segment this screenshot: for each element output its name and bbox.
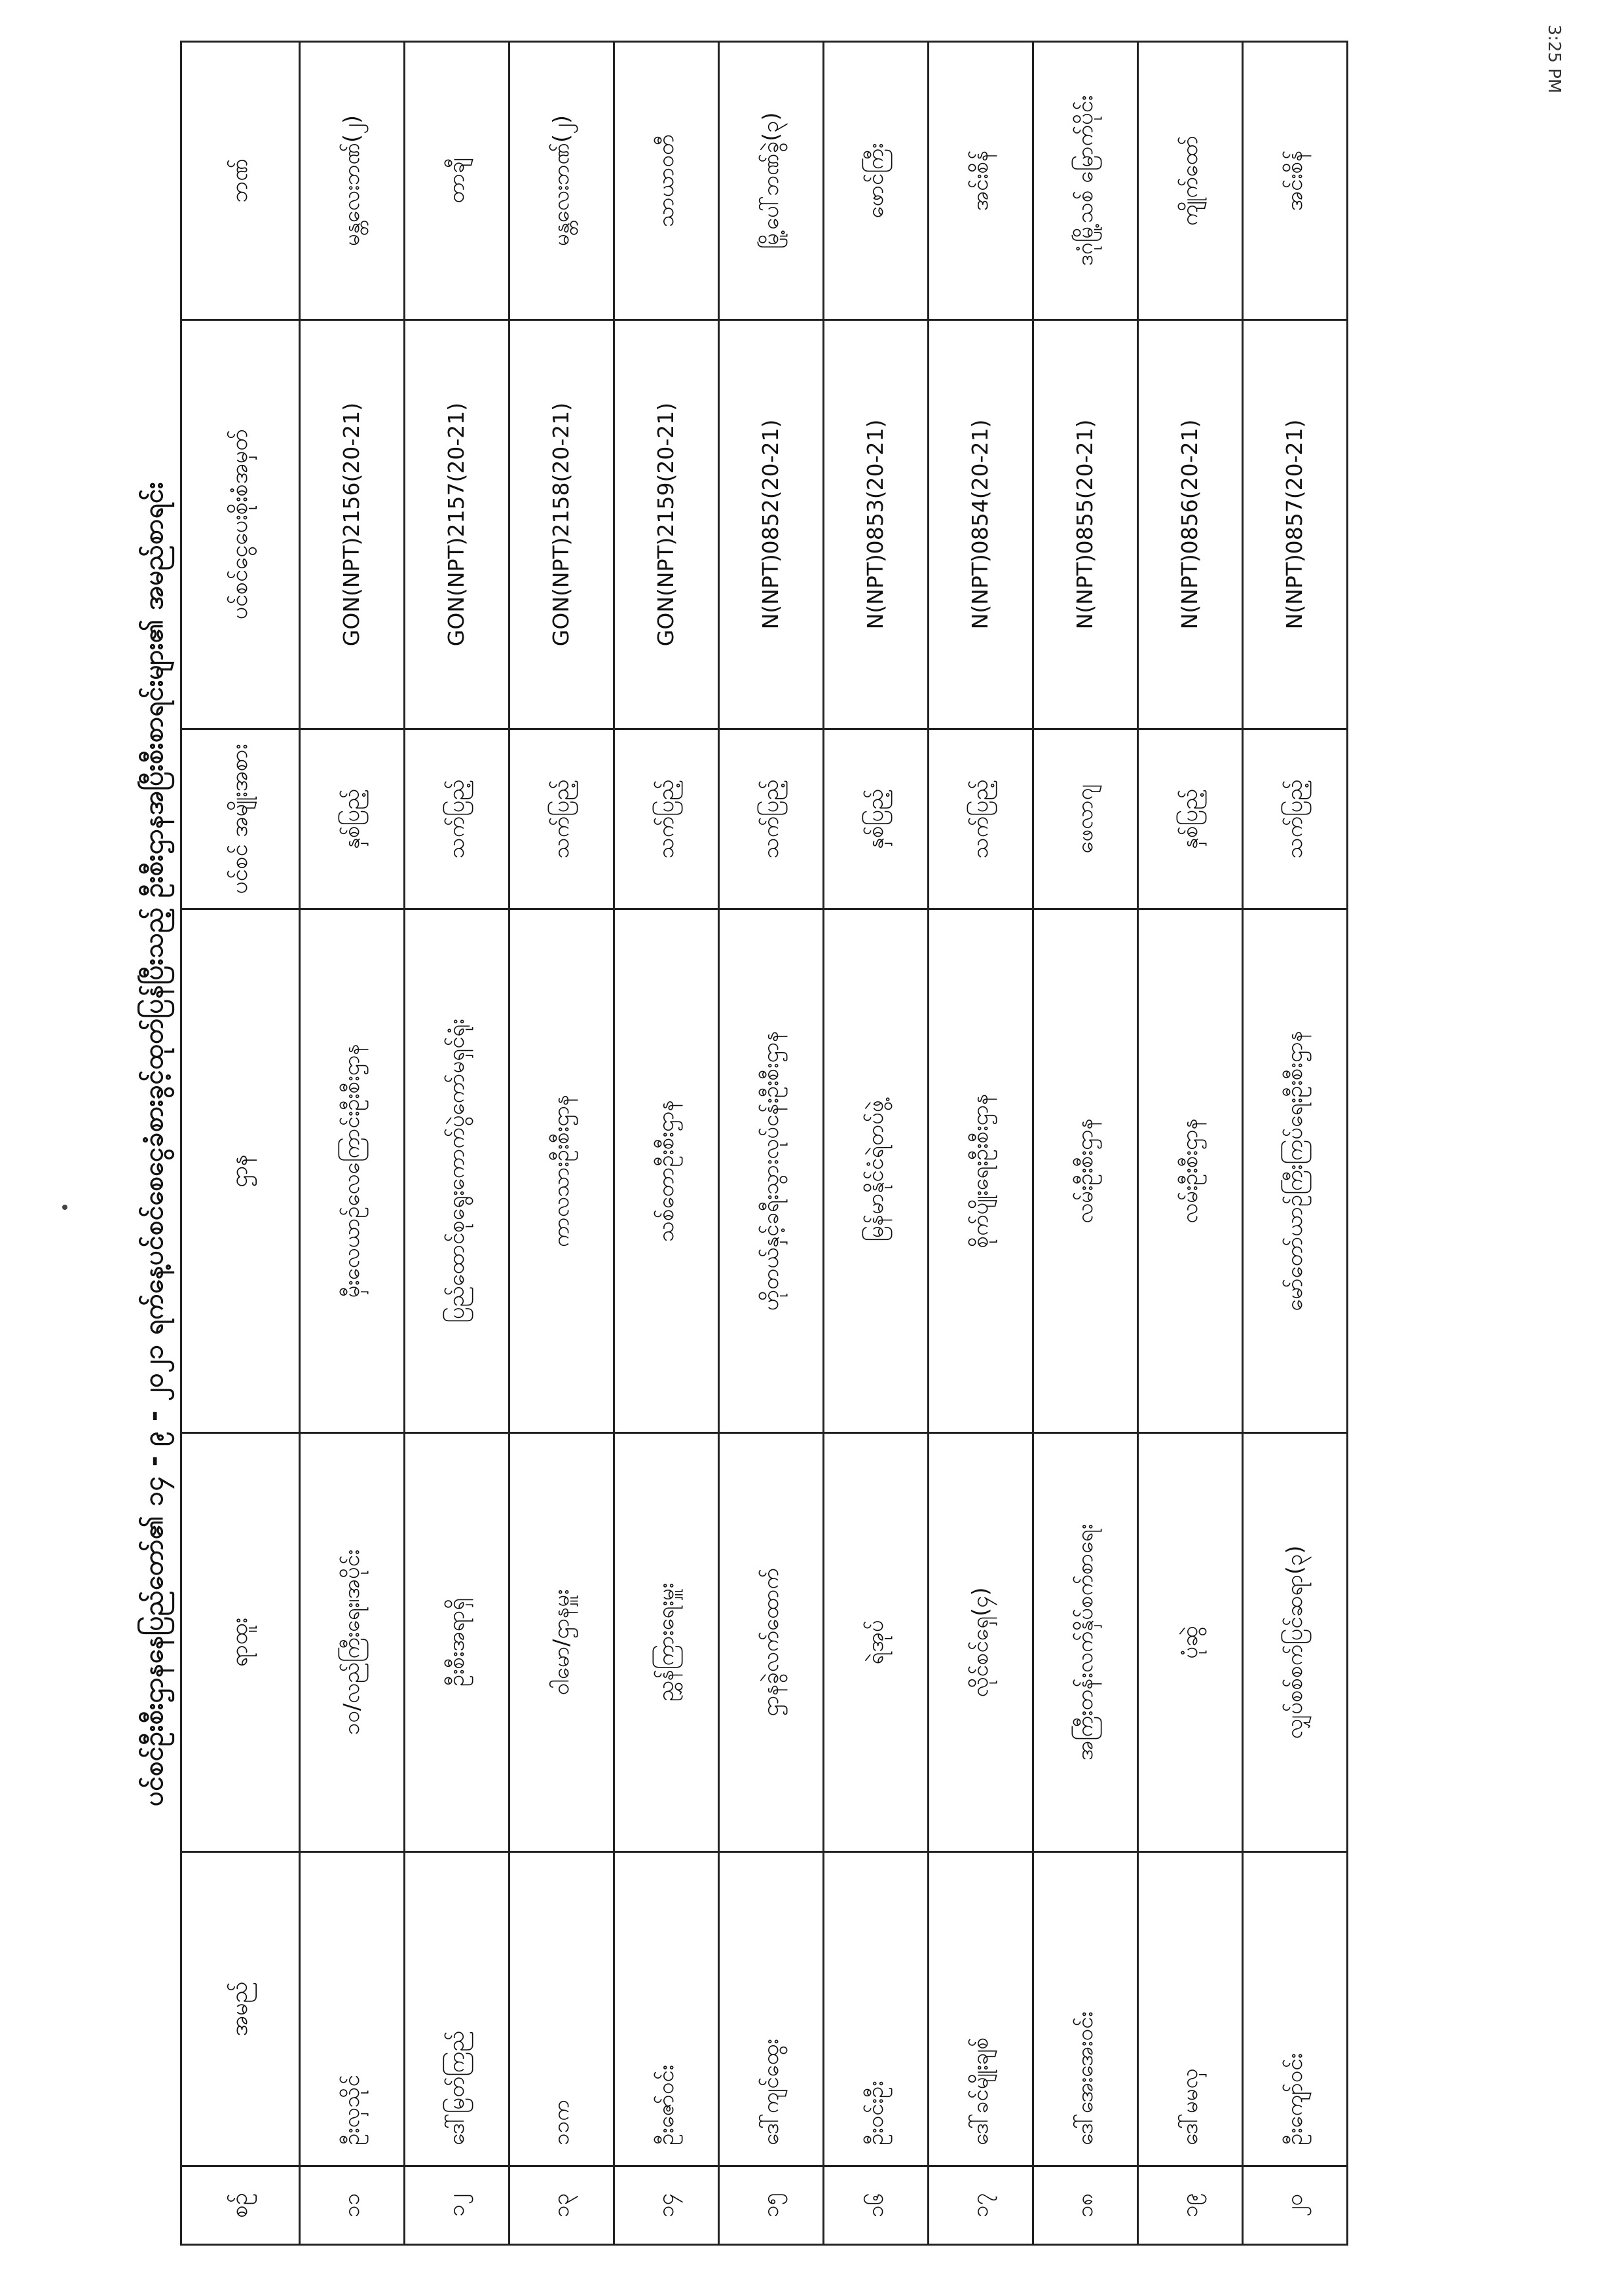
cell-township: ဒဂုံမြို့သစ် မြောက်ပိုင်း (1033, 42, 1138, 320)
cell-department: မြန်မာနိုင်ငံရဲတပ်ဖွဲ့ (824, 909, 929, 1433)
page-title: ပင်စင်ဦးစီးဌာနနေပြည်တော်၏ ၁၄ - ၉ - ၂၀၂၁ ရက်နေ့ပင်စင်စေငွေခံစားခွင့်ထုတ်ပြန်ပြီးသည့် ဦးစီးဌာနအပြီးစီးစာရင်းများ၏ အမည်စာရင်း (139, 482, 169, 1806)
cell-pension-type: သက်ပြည့် (1243, 729, 1348, 909)
table-row (405, 42, 509, 2245)
table-row (300, 42, 405, 2245)
table-row (509, 42, 614, 2245)
cell-name: ဒေါ်မြတ်ကြည် (405, 1852, 509, 2166)
pension-table (180, 41, 1348, 2246)
cell-department: မော်တော်ယာဉ်ကြီးကြပ်ရေးဦးစီးဌာန (1243, 909, 1348, 1433)
header-rank: ရာထူး (181, 1433, 300, 1852)
cell-township: ကျိုက်ထော် (1138, 42, 1243, 320)
cell-pension-type: သက်ပြည့် (719, 729, 824, 909)
rotated-page (131, 43, 1308, 2246)
header-pension-type: ပင်စင် အမျိုးအစား (181, 729, 300, 909)
cell-name: ဒေါ်မမလှ (1138, 1852, 1243, 2166)
cell-township: မန္တလေးဘဏ်(၂) (509, 42, 614, 320)
cell-pension-no: GON(NPT)2156(20-21) (300, 320, 405, 729)
cell-pension-no: N(NPT)0856(20-21) (1138, 320, 1243, 729)
cell-no: ၁၁ (300, 2166, 405, 2245)
cell-pension-type: သက်ပြည့် (405, 729, 509, 909)
cell-pension-type: နှစ်ပြည့် (824, 729, 929, 909)
cell-rank: ဦးစီးအရာရှိ (405, 1433, 509, 1852)
cell-department: သစ်တောဦးစီးဌာန (614, 909, 719, 1433)
cell-pension-type: သက်ပြည့် (614, 729, 719, 909)
cell-department: ကာလသားဦးစီးဌာန (509, 909, 614, 1433)
cell-pension-no: GON(NPT)2158(20-21) (509, 320, 614, 729)
cell-rank: ဝါမော/ဌာနမှူး (509, 1433, 614, 1852)
cell-name: ဒေါ်အေးအေးဝင်း (1033, 1852, 1138, 2166)
cell-no: ၁၃ (509, 2166, 614, 2245)
cell-pension-type: သက်ပြည့် (509, 729, 614, 909)
cell-no: ၁၉ (1138, 2166, 1243, 2245)
cell-rank: လျှပ်စစ်စက်ပြင်ဆရာ(၃) (1243, 1433, 1348, 1852)
cell-rank: ပုံဆွဲ (1138, 1433, 1243, 1852)
pension-list-sheet (131, 43, 1308, 2246)
table-row (1243, 42, 1348, 2245)
cell-pension-no: GON(NPT)2157(20-21) (405, 320, 509, 729)
header-township: ဘဏ် (181, 42, 300, 320)
cell-pension-no: N(NPT)0855(20-21) (1033, 320, 1138, 729)
cell-no: ၁၆ (824, 2166, 929, 2245)
table-row (1138, 42, 1243, 2245)
cell-township: မန္တလေးဘဏ်(၂) (300, 42, 405, 320)
table-row (719, 42, 824, 2245)
table-row (824, 42, 929, 2245)
header-no: စဉ် (181, 2166, 300, 2245)
header-name: အမည် (181, 1852, 300, 2166)
cell-township: ဖောင်ကြီး (824, 42, 929, 320)
cell-pension-no: N(NPT)0852(20-21) (719, 320, 824, 729)
cell-township: သာယာဝတီ (614, 42, 719, 320)
cell-pension-type: နှစ်ပြည့် (1138, 729, 1243, 909)
cell-rank: လိုင်စင်ရှေ(၄) (929, 1433, 1033, 1852)
cell-name: ၁၁က (509, 1852, 614, 2166)
table-row (1033, 42, 1138, 2245)
timestamp-text: 3:25 PM (1544, 24, 1564, 94)
scan-speck (62, 1205, 67, 1210)
cell-pension-no: N(NPT)0854(20-21) (929, 320, 1033, 729)
cell-department: လမ်းဦးစီးဌာန (1033, 909, 1138, 1433)
cell-no: ၁၈ (1033, 2166, 1138, 2245)
cell-rank: ညွှန်ကြားရေးမှူး (614, 1433, 719, 1852)
cell-rank: အကြီးတန်းလက်နှိပ်စက်စာရေး (1033, 1433, 1138, 1852)
cell-no: ၁၇ (929, 2166, 1033, 2245)
cell-rank: ရဲအုပ် (824, 1433, 929, 1852)
timestamp (1518, 26, 1590, 92)
cell-name: ဦးလှသိုင် (300, 1852, 405, 2166)
cell-name: ဒေါ်ခင်မျိုးချစ် (929, 1852, 1033, 2166)
table-row (614, 42, 719, 2245)
cell-pension-no: N(NPT)0853(20-21) (824, 320, 929, 729)
cell-department: စိုက်ပျိုးရေးဦးစီးဌာန (929, 909, 1033, 1433)
cell-name: ဦးဝင်းဦး (824, 1852, 929, 2166)
cell-pension-no: N(NPT)0857(20-21) (1243, 320, 1348, 729)
cell-name: ဒေါ်ကျင်ထွေး (719, 1852, 824, 2166)
cell-no: ၁၂ (405, 2166, 509, 2245)
cell-township: အင်းစိန် (929, 42, 1033, 320)
cell-department: ဟိုတယ်နှင့်ခရီးသွားလုပ်ငန်းဦးစီးဌာန (719, 909, 824, 1433)
cell-township: အင်းစိန် (1243, 42, 1348, 320)
cell-name: ဦးကျော်ဝင်း (1243, 1852, 1348, 2166)
header-department: ဌာန (181, 909, 300, 1433)
cell-department: လမ်းဦးစီးဌာန (1138, 909, 1243, 1433)
cell-pension-no: GON(NPT)2159(20-21) (614, 320, 719, 729)
header-pension-no: ပင်စင်ငွေပေးစိုးစံအမှတ် (181, 320, 300, 729)
cell-no: ၁၄ (614, 2166, 719, 2245)
cell-township: တာချီ (405, 42, 509, 320)
cell-pension-type: သက်ပြည့် (929, 729, 1033, 909)
cell-pension-type: ဖေလာဂျ (1033, 729, 1138, 909)
cell-department: ပြည်ထောင်စုရွေးကောက်ပွဲကော်မရှင်ရုံး (405, 909, 509, 1433)
cell-no: ၂၀ (1243, 2166, 1348, 2245)
cell-rank: ၁၀/လည်ကြီးရေး၊အပိုင်း (300, 1433, 405, 1852)
header-row (181, 42, 300, 2245)
cell-no: ၁၅ (719, 2166, 824, 2245)
cell-pension-type: နှစ်ပြည့် (300, 729, 405, 909)
cell-name: ဦးဇော်ဝင်း (614, 1852, 719, 2166)
cell-department: မှီးလေယာဥ်လေကြောင်းဦးစီးဌာန (300, 909, 405, 1433)
cell-township: မြို့ပေါ်ဘဏ်ခွဲ(၃) (719, 42, 824, 320)
table-row (929, 42, 1033, 2245)
cell-rank: ဌာနခွဲလက်ထောက် (719, 1433, 824, 1852)
